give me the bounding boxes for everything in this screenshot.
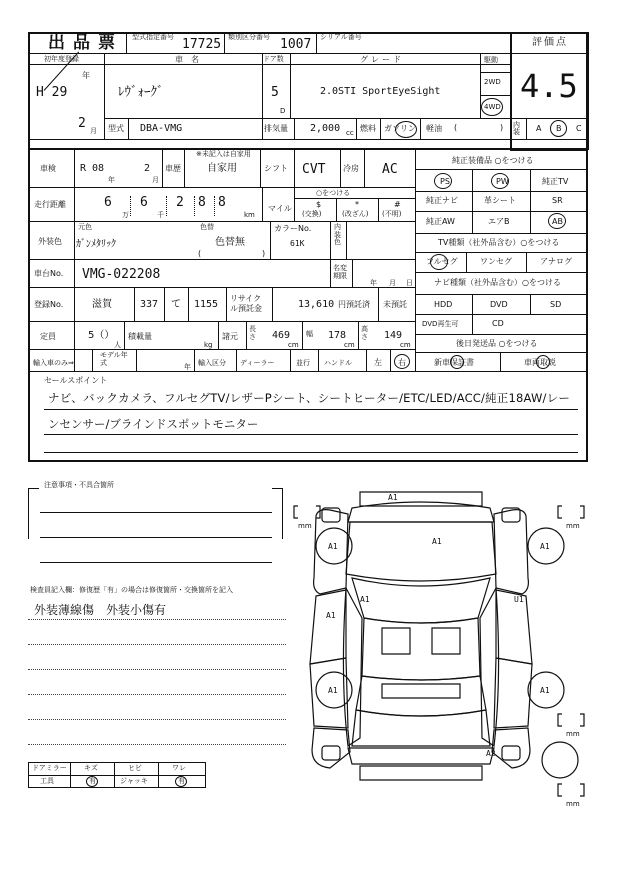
form-label: 人 [114, 341, 121, 349]
form-label: cm [288, 341, 299, 349]
rule-line [28, 719, 286, 720]
sales-line-2: ンセンサー/ブラインドスポットモニター [48, 417, 259, 431]
form-label: ガソリン [384, 124, 416, 133]
form-label: 車台No. [34, 269, 64, 278]
form-label: ※未記入は自家用 [196, 150, 251, 158]
sales-line-1: ナビ、バックカメラ、フルセグTV/レザーPシート、シートヒーター/ETC/LED/ACC/純正18AW/レー [48, 391, 571, 405]
rule-line [270, 221, 271, 259]
form-label: 輸入車のみ⇒ [33, 359, 74, 367]
form-label: SR [552, 196, 563, 205]
rule-line [415, 334, 588, 335]
rule-line [164, 287, 165, 321]
rule-line [40, 512, 272, 513]
rule-line [166, 196, 167, 216]
warranty-circle [450, 355, 464, 369]
rule-line [28, 139, 588, 140]
form-label: 検査員記入欄：修復歴「有」の場合は修復箇所・交換箇所を記入 [30, 586, 233, 594]
form-label: 内装 [513, 121, 520, 136]
rule-line [378, 287, 379, 321]
rule-line [74, 149, 75, 371]
rule-line [28, 53, 510, 54]
mark-left-front-door: A1 [360, 595, 370, 604]
form-label: A [536, 124, 542, 133]
jack-present-circle [175, 776, 187, 787]
rule-line [510, 150, 588, 151]
rule-line [415, 169, 588, 170]
form-label: ドアミラー [32, 764, 67, 772]
rule-line [294, 187, 295, 221]
mileage-digit-3: 2 [176, 195, 184, 210]
rule-line [415, 352, 588, 353]
form-label: 走行距離 [34, 200, 66, 209]
rule-line [28, 287, 415, 288]
form-label: DVD [490, 300, 508, 309]
form-label: 後日発送品 ○をつける [456, 339, 538, 348]
form-label: ナビ種類（社外品含む）○をつける [434, 278, 561, 287]
form-label: フルセグ [426, 257, 458, 266]
mark-rear-right-wheel: A1 [540, 686, 550, 695]
rule-line [28, 187, 415, 188]
form-label: 月 [389, 279, 396, 287]
rule-line [472, 169, 473, 233]
form-label: 軽油 [426, 124, 442, 133]
rule-line [28, 349, 415, 350]
form-label: ドア数 [263, 55, 284, 63]
rule-line [526, 118, 527, 139]
rule-line [128, 118, 129, 139]
inspection-value: R 08 [80, 163, 105, 174]
form-label: 注意事項・不具合箇所 [44, 481, 114, 489]
rule-line [260, 149, 261, 187]
form-label: 年 [370, 279, 377, 287]
equip-pw-circle [491, 173, 509, 189]
rule-line [28, 619, 286, 620]
mark-right-door: U1 [514, 595, 524, 604]
form-label: (改ざん) [342, 210, 369, 218]
rule-line [104, 118, 510, 119]
model-value: DBA-VMG [140, 123, 183, 134]
rule-line [526, 252, 527, 272]
rule-line [294, 118, 295, 139]
form-label: 名変期限 [333, 264, 347, 281]
form-label: 定員 [40, 332, 56, 341]
form-label: セールスポイント [44, 376, 108, 385]
form-label: 車検 [40, 164, 56, 173]
rule-line [104, 53, 105, 139]
form-label: リサイクル預託金 [230, 294, 262, 313]
rule-line [44, 452, 578, 453]
rule-line [302, 321, 303, 349]
form-label: 型式 [108, 124, 124, 133]
form-label: 千 [157, 211, 164, 219]
form-label: 長さ [249, 325, 256, 341]
rule-line [136, 349, 137, 371]
score-value: 4.5 [520, 67, 578, 105]
rule-line [390, 349, 391, 371]
form-label: 元色 [78, 223, 92, 231]
rule-line [480, 72, 510, 73]
chassis-number-value: VMG-022208 [82, 267, 161, 282]
rule-line [226, 287, 227, 321]
form-label: 2 [144, 163, 151, 174]
rule-line [246, 321, 247, 349]
rule-line [28, 148, 588, 150]
form-label: アナログ [540, 257, 572, 266]
grade-value: 2.0STI SportEyeSight [320, 86, 441, 97]
rule-line [28, 321, 415, 322]
rule-line [336, 198, 337, 221]
form-label: 車 名 [175, 55, 199, 64]
car-damage-diagram [290, 478, 590, 810]
rule-line [510, 118, 588, 119]
form-label: 並行 [296, 359, 310, 367]
form-label: 工具 [40, 777, 54, 785]
form-label: 有 [178, 777, 185, 785]
rule-line [530, 169, 531, 233]
form-label: 有 [89, 777, 96, 785]
rule-line [378, 198, 379, 221]
form-label: 年 [82, 71, 90, 80]
form-label: ワレ [172, 764, 186, 772]
form-label: 色替 [200, 223, 214, 231]
color-number-value: 61K [290, 239, 305, 248]
rule-line [480, 95, 510, 96]
height-value: 149 [384, 330, 403, 341]
form-label: 年 [108, 176, 115, 184]
rule-line [330, 221, 331, 259]
form-label: B [556, 124, 562, 133]
rule-line [415, 211, 588, 212]
form-label: cm [344, 341, 355, 349]
form-label: 積載量 [128, 332, 152, 341]
rule-line [356, 118, 357, 139]
rule-line [415, 272, 588, 273]
width-value: 178 [328, 330, 347, 341]
displacement-value: 2,000 [310, 123, 341, 134]
form-label: 日 [406, 279, 413, 287]
form-label: マイル [268, 204, 292, 213]
form-label: 冷房 [343, 164, 359, 173]
rule-line [224, 32, 225, 53]
mark-left-rear-door: A1 [326, 611, 336, 620]
form-label: ) [262, 249, 266, 258]
katashiki-value: 17725 [182, 37, 222, 52]
svg-text:mm: mm [298, 522, 312, 530]
rule-line [218, 321, 219, 349]
rule-line [364, 149, 365, 187]
svg-text:mm: mm [566, 730, 580, 738]
form-label: 車歴 [165, 164, 181, 173]
rule-line [588, 32, 589, 150]
registration-number: 1155 [194, 299, 219, 310]
length-value: 469 [272, 330, 291, 341]
form-label: シフト [264, 164, 288, 173]
rule-line [415, 314, 588, 315]
rule-line [380, 118, 381, 139]
rule-line [28, 694, 286, 695]
shift-value: CVT [302, 162, 326, 177]
form-label: 諸元 [222, 332, 238, 341]
exterior-color-value: ｶﾞﾝﾒﾀﾘｯｸ [76, 239, 116, 250]
manual-circle [536, 355, 550, 369]
form-label: 年 [184, 363, 191, 371]
rule-line [92, 349, 93, 371]
tv-fullseg-circle [430, 254, 448, 270]
form-label: 型式指定番号 [132, 33, 174, 41]
rule-line [415, 149, 416, 371]
form-label: 登録No. [34, 300, 64, 309]
form-label: * [355, 200, 359, 209]
mileage-digit-2: 6 [140, 195, 148, 210]
form-label: 排気量 [264, 124, 288, 133]
history-value: 自家用 [207, 163, 237, 174]
rule-line [530, 294, 531, 314]
equip-ps-circle [434, 173, 452, 189]
rule-line [124, 321, 125, 349]
registration-area: 滋賀 [92, 299, 112, 310]
registration-kana: て [171, 299, 181, 310]
car-name: ﾚｳﾞｫｰｸﾞ [118, 85, 164, 100]
form-label: 純正TV [542, 177, 569, 186]
rule-line [28, 669, 286, 670]
form-label: PS [440, 177, 450, 186]
form-label: 万 [122, 211, 129, 219]
rule-line [194, 196, 195, 216]
rule-line [28, 64, 510, 65]
form-label: 月 [152, 176, 159, 184]
form-label: 純正装備品 ○をつける [452, 156, 534, 165]
mark-rear-left-wheel: A1 [328, 686, 338, 695]
form-label: 未預託 [383, 300, 407, 309]
form-label: $ [316, 200, 322, 209]
svg-text:mm: mm [566, 800, 580, 808]
rule-line [134, 287, 135, 321]
form-label: 車両取説 [524, 358, 556, 367]
rule-line [28, 221, 415, 222]
rule-line [366, 349, 367, 371]
form-label: CD [492, 319, 504, 328]
form-label: ヒビ [128, 764, 142, 772]
color-change-value: 色替無 [215, 237, 245, 248]
rule-line [290, 53, 291, 118]
form-label: TV種類（社外品含む）○をつける [438, 238, 560, 247]
inspector-note: 外装薄線傷 外装小傷有 [34, 603, 167, 617]
mark-hood: A1 [432, 537, 442, 546]
form-label: ワンセグ [480, 257, 512, 266]
rule-line [420, 118, 421, 139]
form-label: 革シート [484, 196, 516, 205]
rule-line [415, 233, 588, 234]
rule-line [44, 434, 578, 435]
fuel-gasoline-circle [395, 121, 417, 138]
ac-value: AC [382, 162, 398, 177]
rule-line [415, 191, 588, 192]
form-label: 外装色 [38, 237, 62, 246]
rule-line [318, 349, 319, 371]
rule-line [184, 149, 185, 187]
form-label: cm [400, 341, 411, 349]
tools-present-circle [86, 776, 98, 787]
form-label: 幅 [306, 330, 313, 338]
form-label: ( [454, 123, 458, 132]
rule-line [188, 287, 189, 321]
form-label: ハンドル [324, 359, 352, 367]
rule-line [40, 537, 272, 538]
rule-line [466, 252, 467, 272]
mark-front-left-wheel: A1 [328, 542, 338, 551]
form-label: モデル年式 [100, 351, 128, 367]
rule-line [340, 149, 341, 187]
rule-line [262, 187, 263, 221]
rule-line [214, 196, 215, 216]
form-label: C [576, 124, 582, 133]
rule-line [290, 349, 291, 371]
rule-line [194, 349, 195, 371]
form-label: 純正AW [426, 217, 455, 226]
rule-line [130, 196, 131, 216]
capacity-value: 5（） [88, 330, 115, 341]
rule-line [114, 762, 115, 788]
doors-value: 5 [271, 85, 279, 100]
recycle-amount: 13,610 [298, 299, 335, 310]
form-label: 類別区分番号 [228, 33, 270, 41]
form-label: 燃料 [360, 124, 376, 133]
first-registration-year: H 29 [36, 85, 68, 100]
form-label: AB [552, 217, 563, 226]
form-label: ) [500, 123, 504, 132]
form-label: kg [204, 341, 213, 349]
form-label: ジャッキ [120, 777, 148, 785]
form-label: 純正ナビ [426, 196, 458, 205]
rule-line [236, 349, 237, 371]
form-label: エアB [488, 217, 510, 226]
mark-rear-bumper: A2 [486, 749, 496, 758]
form-label: 新車保証書 [434, 358, 474, 367]
rule-line [330, 259, 331, 287]
form-label: ディーラー [240, 359, 275, 367]
rule-line [272, 287, 273, 321]
mark-front-bumper: A1 [388, 493, 398, 502]
mileage-digit-4: 8 [198, 195, 206, 210]
rule-line [500, 352, 501, 371]
form-label: 円預託済 [338, 300, 370, 309]
rule-line [294, 149, 295, 187]
form-label: 左 [374, 358, 382, 367]
drive-4wd-circle [481, 98, 503, 116]
rule-line [70, 762, 71, 788]
rule-line [346, 221, 347, 259]
form-label: ( [198, 249, 202, 258]
form-label: カラーNo. [274, 224, 312, 233]
interior-b-circle [550, 120, 567, 137]
rule-line [28, 644, 286, 645]
mileage-digit-1: 6 [104, 195, 112, 210]
form-label: シリアル番号 [320, 33, 362, 41]
form-label: HDD [434, 300, 453, 309]
mark-front-right-wheel: A1 [540, 542, 550, 551]
form-label: 右 [398, 358, 406, 367]
rule-line [158, 762, 159, 788]
rule-line [162, 149, 163, 187]
registration-class: 337 [140, 299, 159, 310]
form-label: 駆動 [484, 56, 498, 64]
rule-line [415, 252, 588, 253]
rule-line [294, 198, 415, 199]
form-label: ○をつける [316, 189, 351, 197]
rule-line [352, 259, 353, 287]
form-label: 内装色 [334, 223, 341, 247]
form-label: DVD再生可 [422, 320, 459, 328]
form-label: SD [550, 300, 562, 309]
rule-line [126, 32, 127, 53]
svg-text:mm: mm [566, 522, 580, 530]
form-label: 2WD [484, 78, 501, 86]
rule-line [44, 409, 578, 410]
first-registration-month: 2 [78, 116, 86, 131]
form-label: D [280, 107, 286, 115]
handle-right-circle [394, 354, 410, 369]
score-label: 評価点 [532, 37, 568, 48]
rule-line [510, 32, 512, 150]
rule-line [262, 53, 263, 139]
form-label: 月 [90, 127, 97, 135]
form-label: km [244, 211, 255, 219]
rule-line [510, 53, 588, 54]
form-label: PW [496, 177, 509, 186]
rule-line [316, 32, 317, 53]
rule-line [28, 259, 415, 260]
form-label: グレード [360, 55, 404, 64]
form-label: 輸入区分 [198, 359, 226, 367]
rule-line [28, 744, 286, 745]
rule-line [28, 371, 588, 372]
form-label: キズ [84, 764, 98, 772]
form-label: 初年度登録 [44, 55, 79, 63]
rule-line [415, 294, 588, 295]
equip-abs-circle [548, 213, 566, 229]
form-label: # [394, 200, 401, 209]
form-label: 4WD [484, 103, 501, 111]
form-label: (不明) [382, 210, 402, 218]
form-title: 出品票 [48, 33, 123, 53]
form-label: cc [346, 129, 354, 137]
mileage-digit-5: 8 [218, 195, 226, 210]
rule-line [358, 321, 359, 349]
rule-line [40, 562, 272, 563]
form-label: 高さ [361, 325, 368, 341]
form-label: (交換) [302, 210, 322, 218]
ruibetsu-value: 1007 [280, 37, 312, 52]
